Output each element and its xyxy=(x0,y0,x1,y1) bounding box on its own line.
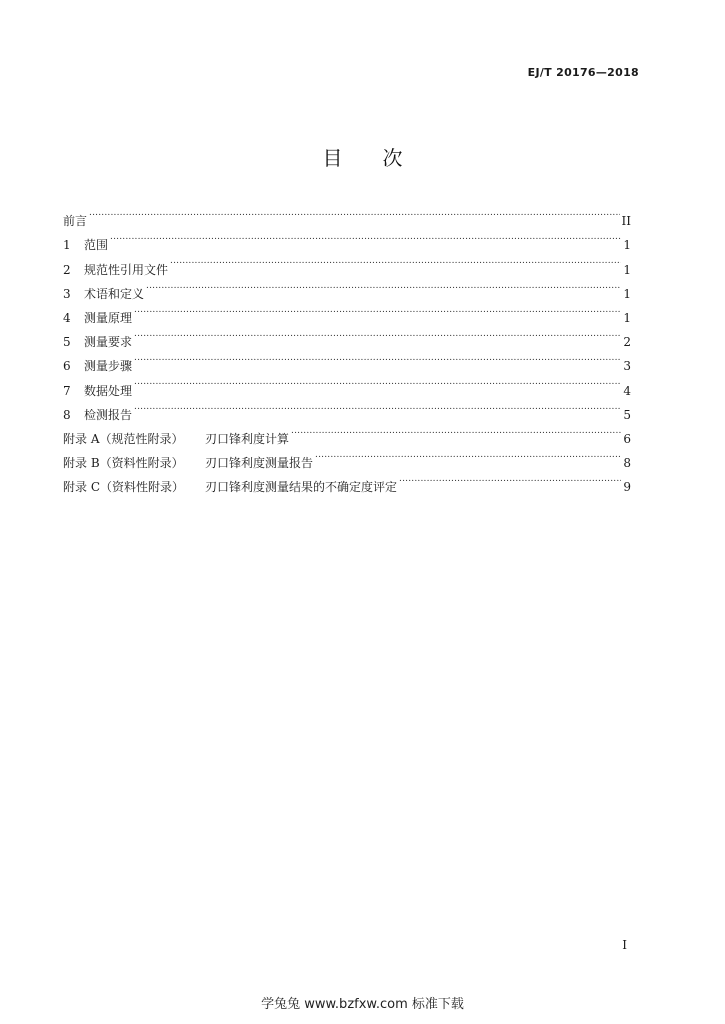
toc-entry-preface[interactable] xyxy=(63,201,631,229)
toc-entry-text: 范围 xyxy=(84,238,109,253)
standard-code: EJ/T 20176—2018 xyxy=(527,66,639,79)
footer-watermark-text: 学兔兔 www.bzfxw.com 标准下载 xyxy=(261,997,464,1012)
toc-entry-page: 8 xyxy=(623,456,631,471)
toc-entry[interactable] xyxy=(63,322,631,350)
toc-entry-text: 术语和定义 xyxy=(84,286,145,301)
toc-leader-dots xyxy=(315,443,621,467)
table-of-contents xyxy=(63,201,631,495)
toc-entry-page: 4 xyxy=(623,383,631,398)
toc-entry[interactable] xyxy=(63,274,631,301)
toc-entry-text: 数据处理 xyxy=(84,383,133,398)
toc-leader-dots xyxy=(89,201,620,225)
toc-entry-page: 3 xyxy=(623,359,631,374)
toc-entry-number: 8 xyxy=(63,407,71,422)
toc-entry-text: 前言 xyxy=(63,214,88,229)
toc-leader-dots xyxy=(134,346,621,370)
toc-annex-prefix: 附录 A（规范性附录） xyxy=(63,431,184,446)
toc-entry[interactable] xyxy=(63,298,631,325)
toc-entry-text: 测量步骤 xyxy=(84,359,133,374)
toc-leader-dots xyxy=(134,322,621,346)
toc-entry-text: 刃口锋利度计算 xyxy=(205,431,290,446)
toc-entry-page: 9 xyxy=(623,480,631,495)
toc-leader-dots xyxy=(291,419,621,443)
toc-entry-number: 7 xyxy=(63,383,71,398)
page-number: I xyxy=(622,938,627,952)
toc-leader-dots xyxy=(134,395,621,419)
toc-entry-page: 1 xyxy=(623,262,631,277)
toc-entry-number: 3 xyxy=(63,286,71,301)
toc-entry-number: 5 xyxy=(63,335,71,350)
toc-leader-dots xyxy=(110,225,621,249)
toc-entry-page: II xyxy=(621,214,631,229)
toc-leader-dots xyxy=(170,249,621,273)
toc-entry-text: 规范性引用文件 xyxy=(84,262,169,277)
toc-entry-number: 2 xyxy=(63,262,71,277)
toc-entry-number: 1 xyxy=(63,238,71,253)
toc-annex-prefix: 附录 B（资料性附录） xyxy=(63,456,184,471)
toc-entry-number: 4 xyxy=(63,310,71,325)
toc-entry[interactable] xyxy=(63,395,631,422)
toc-entry-text: 测量要求 xyxy=(84,335,133,350)
toc-entry-number: 6 xyxy=(63,359,71,374)
toc-entry-page: 1 xyxy=(623,286,631,301)
toc-entry-page: 6 xyxy=(623,431,631,446)
toc-entry-page: 1 xyxy=(623,310,631,325)
toc-entry-page: 2 xyxy=(623,335,631,350)
toc-entry-page: 5 xyxy=(623,407,631,422)
toc-entry[interactable] xyxy=(63,346,631,374)
toc-annex-entry[interactable] xyxy=(63,419,631,446)
toc-entry-text: 检测报告 xyxy=(84,407,133,422)
toc-entry-text: 测量原理 xyxy=(84,310,133,325)
toc-entry-page: 1 xyxy=(623,238,631,253)
toc-entry-text: 刃口锋利度测量报告 xyxy=(205,456,314,471)
toc-leader-dots xyxy=(146,274,621,298)
toc-leader-dots xyxy=(399,467,621,491)
toc-entry[interactable] xyxy=(63,249,631,277)
toc-annex-prefix: 附录 C（资料性附录） xyxy=(63,480,184,495)
toc-entry[interactable] xyxy=(63,225,631,253)
toc-entry-text: 刃口锋利度测量结果的不确定度评定 xyxy=(205,480,398,495)
page-title: 目次 xyxy=(322,146,443,170)
toc-leader-dots xyxy=(134,298,621,322)
toc-leader-dots xyxy=(134,370,621,394)
toc-entry[interactable] xyxy=(63,370,631,398)
